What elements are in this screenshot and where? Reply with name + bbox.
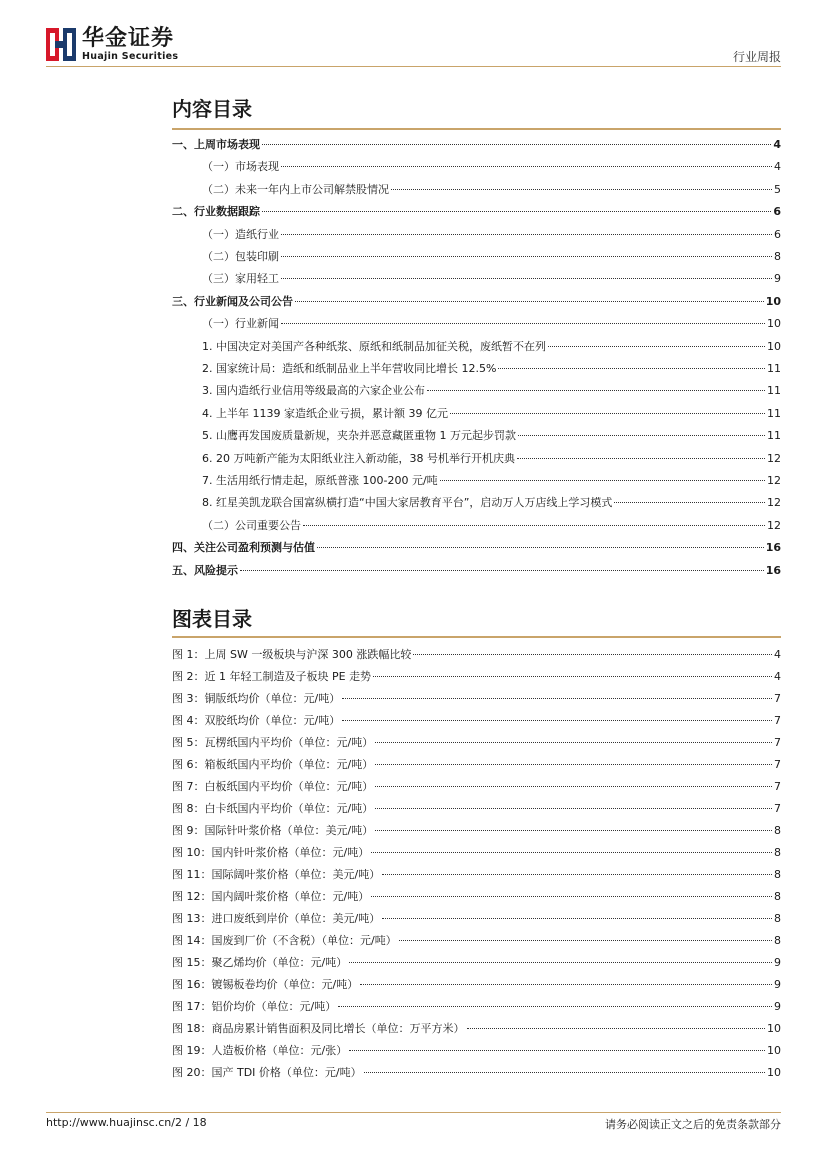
entry-label: 三、行业新闻及公司公告 — [172, 294, 293, 308]
entry-label: 四、关注公司盈利预测与估值 — [172, 541, 315, 555]
entry-label: 图 1：上周 SW 一级板块与沪深 300 涨跌幅比较 — [172, 648, 412, 661]
entry-page-number: 12 — [767, 496, 781, 510]
dot-leader — [375, 764, 772, 765]
entry-page-number: 16 — [765, 541, 781, 555]
figure-entry[interactable] — [172, 1042, 781, 1060]
figure-entry[interactable] — [172, 888, 781, 906]
entry-label: 图 18：商品房累计销售面积及同比增长（单位：万平方米） — [172, 1022, 465, 1035]
entry-page-number: 10 — [767, 1066, 781, 1079]
entry-label: 图 17：铝价均价（单位：元/吨） — [172, 1000, 337, 1013]
dot-leader — [349, 1050, 765, 1051]
entry-page-number: 7 — [774, 780, 781, 793]
toc-entry[interactable] — [172, 338, 781, 356]
dot-leader — [467, 1028, 766, 1029]
dot-leader — [281, 323, 765, 324]
entry-label: 图 15：聚乙烯均价（单位：元/吨） — [172, 956, 348, 969]
page-header — [0, 0, 827, 70]
entry-label: 图 3：铜版纸均价（单位：元/吨） — [172, 692, 341, 705]
entry-label: 图 4：双胶纸均价（单位：元/吨） — [172, 714, 341, 727]
toc-entry[interactable] — [172, 158, 781, 176]
entry-page-number: 4 — [774, 670, 781, 683]
entry-page-number: 4 — [774, 648, 781, 661]
dot-leader — [375, 830, 772, 831]
entry-page-number: 8 — [774, 868, 781, 881]
entry-label: （二）包装印刷 — [202, 250, 279, 263]
footer-url-page — [46, 1116, 207, 1129]
dot-leader — [382, 874, 772, 875]
entry-page-number: 10 — [765, 294, 781, 308]
entry-page-number: 8 — [774, 824, 781, 837]
figure-entry[interactable] — [172, 910, 781, 928]
dot-leader — [399, 940, 772, 941]
entry-label: 3. 国内造纸行业信用等级最高的六家企业公布 — [202, 384, 425, 398]
figure-entry[interactable] — [172, 1020, 781, 1038]
figure-entry[interactable] — [172, 954, 781, 972]
entry-label: 图 16：镀锡板卷均价（单位：元/吨） — [172, 978, 359, 991]
entry-label: 7. 生活用纸行情走起，原纸普涨 100-200 元/吨 — [202, 474, 438, 487]
toc-entry[interactable] — [172, 293, 781, 311]
toc-entry[interactable] — [172, 248, 781, 266]
dot-leader — [303, 525, 765, 526]
entry-page-number: 8 — [774, 912, 781, 925]
figure-entry[interactable] — [172, 866, 781, 884]
dot-leader — [518, 435, 765, 436]
dot-leader — [413, 654, 772, 655]
dot-leader — [375, 742, 772, 743]
dot-leader — [240, 570, 764, 571]
report-type-label: 行业周报 — [732, 50, 781, 64]
toc-entry[interactable] — [172, 539, 781, 557]
toc-entry[interactable] — [172, 315, 781, 333]
toc-entry[interactable] — [172, 562, 781, 580]
dot-leader — [317, 547, 764, 548]
entry-label: 图 2：近 1 年轻工制造及子板块 PE 走势 — [172, 670, 372, 683]
entry-page-number: 8 — [774, 934, 781, 947]
entry-label: 图 7：白板纸国内平均价（单位：元/吨） — [172, 780, 374, 793]
entry-label: （一）行业新闻 — [202, 317, 279, 331]
entry-label: 图 5：瓦楞纸国内平均价（单位：元/吨） — [172, 736, 374, 749]
figure-entry[interactable] — [172, 668, 781, 686]
dot-leader — [375, 808, 772, 809]
entry-label: 1. 中国决定对美国产各种纸浆、原纸和纸制品加征关税，废纸暂不在列 — [202, 339, 546, 353]
dot-leader — [427, 390, 765, 391]
footer-page-number: 2 / 18 — [174, 1116, 207, 1129]
figure-entry[interactable] — [172, 734, 781, 752]
entry-page-number: 7 — [774, 736, 781, 749]
figure-entry[interactable] — [172, 976, 781, 994]
entry-label: 二、行业数据跟踪 — [172, 205, 260, 219]
figure-entry[interactable] — [172, 646, 781, 664]
footer-divider — [46, 1112, 781, 1113]
huajin-logo-icon — [46, 28, 76, 61]
figure-entry[interactable] — [172, 712, 781, 730]
toc-entry[interactable] — [172, 360, 781, 378]
toc-entry[interactable] — [172, 181, 781, 199]
dot-leader — [373, 676, 772, 677]
entry-label: 图 10：国内针叶浆价格（单位：元/吨） — [172, 846, 370, 859]
entry-label: 图 14：国废到厂价（不含税）（单位：元/吨） — [172, 934, 397, 947]
entry-page-number: 8 — [774, 250, 781, 263]
figures-title: 图表目录 — [172, 607, 252, 631]
dot-leader — [281, 278, 772, 279]
dot-leader — [517, 458, 765, 459]
entry-page-number: 10 — [767, 1022, 781, 1035]
entry-label: 5. 山鹰再发国废质量新规，夹杂并恶意藏匿重物 1 万元起步罚款 — [202, 429, 516, 443]
entry-page-number: 11 — [767, 429, 781, 443]
entry-label: 2. 国家统计局：造纸和纸制品业上半年营收同比增长 12.5% — [202, 362, 497, 375]
toc-title-divider — [172, 128, 781, 130]
entry-page-number: 7 — [774, 758, 781, 771]
figure-entry[interactable] — [172, 822, 781, 840]
dot-leader — [360, 984, 772, 985]
entry-label: （二）未来一年内上市公司解禁股情况 — [202, 182, 389, 196]
toc-entry[interactable] — [172, 517, 781, 535]
dot-leader — [371, 852, 772, 853]
toc-entry[interactable] — [172, 427, 781, 445]
entry-label: 图 13：进口废纸到岸价（单位：美元/吨） — [172, 912, 381, 925]
entry-label: 4. 上半年 1139 家造纸企业亏损，累计额 39 亿元 — [202, 406, 448, 420]
header-divider — [46, 66, 781, 67]
entry-page-number: 9 — [774, 272, 781, 286]
brand-name-en: Huajin Securities — [82, 51, 179, 62]
entry-page-number: 9 — [774, 978, 781, 991]
toc-entry[interactable] — [172, 472, 781, 490]
entry-label: 五、风险提示 — [172, 563, 238, 577]
entry-label: 图 20：国产 TDI 价格（单位：元/吨） — [172, 1066, 362, 1079]
footer-url[interactable]: http://www.huajinsc.cn/ — [46, 1116, 175, 1129]
toc-entry[interactable] — [172, 226, 781, 244]
entry-page-number: 9 — [774, 956, 781, 969]
entry-page-number: 7 — [774, 714, 781, 727]
dot-leader — [281, 256, 772, 257]
entry-page-number: 8 — [774, 846, 781, 859]
entry-label: 6. 20 万吨新产能为太阳纸业注入新动能，38 号机举行开机庆典 — [202, 451, 515, 465]
figures-title-divider — [172, 636, 781, 638]
entry-page-number: 7 — [774, 802, 781, 815]
entry-label: （二）公司重要公告 — [202, 518, 301, 532]
entry-page-number: 12 — [767, 474, 781, 487]
entry-page-number: 4 — [773, 138, 781, 151]
entry-label: 图 8：白卡纸国内平均价（单位：元/吨） — [172, 802, 374, 815]
dot-leader — [371, 896, 772, 897]
entry-label: 图 11：国际阔叶浆价格（单位：美元/吨） — [172, 868, 381, 881]
dot-leader — [440, 480, 765, 481]
footer-disclaimer: 请务必阅读正文之后的免责条款部分 — [605, 1118, 781, 1131]
entry-page-number: 5 — [774, 182, 781, 196]
toc-entry[interactable] — [172, 270, 781, 288]
figure-entry[interactable] — [172, 690, 781, 708]
dot-leader — [364, 1072, 765, 1073]
toc-entry[interactable] — [172, 450, 781, 468]
brand-name-cn: 华金证券 — [82, 26, 175, 51]
entry-page-number: 10 — [767, 317, 781, 331]
toc-entry[interactable] — [172, 405, 781, 423]
entry-page-number: 11 — [767, 362, 781, 375]
toc-entry[interactable] — [172, 494, 781, 512]
entry-page-number: 6 — [773, 205, 781, 219]
entry-label: 图 6：箱板纸国内平均价（单位：元/吨） — [172, 758, 374, 771]
dot-leader — [342, 698, 772, 699]
dot-leader — [382, 918, 772, 919]
entry-label: （三）家用轻工 — [202, 272, 279, 286]
figure-entry[interactable] — [172, 800, 781, 818]
dot-leader — [338, 1006, 772, 1007]
dot-leader — [262, 211, 771, 212]
toc-entry[interactable] — [172, 136, 781, 154]
dot-leader — [281, 166, 772, 167]
toc-entry[interactable] — [172, 203, 781, 221]
dot-leader — [498, 368, 765, 369]
dot-leader — [614, 502, 765, 503]
entry-label: 图 9：国际针叶浆价格（单位：美元/吨） — [172, 824, 374, 837]
entry-page-number: 10 — [767, 1044, 781, 1057]
figure-entry[interactable] — [172, 998, 781, 1016]
entry-page-number: 7 — [774, 692, 781, 705]
figure-entry[interactable] — [172, 844, 781, 862]
entry-label: （一）造纸行业 — [202, 227, 279, 241]
dot-leader — [262, 144, 771, 145]
entry-page-number: 10 — [767, 339, 781, 353]
dot-leader — [295, 301, 764, 302]
toc-title: 内容目录 — [172, 97, 252, 121]
figure-entry[interactable] — [172, 778, 781, 796]
entry-page-number: 11 — [767, 384, 781, 398]
entry-page-number: 12 — [767, 451, 781, 465]
entry-page-number: 16 — [765, 563, 781, 577]
entry-page-number: 9 — [774, 1000, 781, 1013]
entry-label: 8. 红星美凯龙联合国富纵横打造“中国大家居教育平台”，启动万人万店线上学习模式 — [202, 496, 613, 510]
entry-page-number: 6 — [774, 227, 781, 241]
dot-leader — [281, 234, 772, 235]
dot-leader — [349, 962, 772, 963]
entry-page-number: 12 — [767, 518, 781, 532]
entry-label: 图 12：国内阔叶浆价格（单位：元/吨） — [172, 890, 370, 903]
dot-leader — [375, 786, 772, 787]
dot-leader — [342, 720, 772, 721]
dot-leader — [548, 346, 765, 347]
figure-entry[interactable] — [172, 756, 781, 774]
entry-page-number: 11 — [767, 406, 781, 420]
figure-entry[interactable] — [172, 932, 781, 950]
dot-leader — [450, 413, 765, 414]
entry-page-number: 4 — [774, 160, 781, 174]
entry-label: 一、上周市场表现 — [172, 138, 260, 151]
entry-label: （一）市场表现 — [202, 160, 279, 174]
dot-leader — [391, 189, 772, 190]
figure-entry[interactable] — [172, 1064, 781, 1082]
toc-entry[interactable] — [172, 382, 781, 400]
entry-page-number: 8 — [774, 890, 781, 903]
entry-label: 图 19：人造板价格（单位：元/张） — [172, 1044, 348, 1057]
